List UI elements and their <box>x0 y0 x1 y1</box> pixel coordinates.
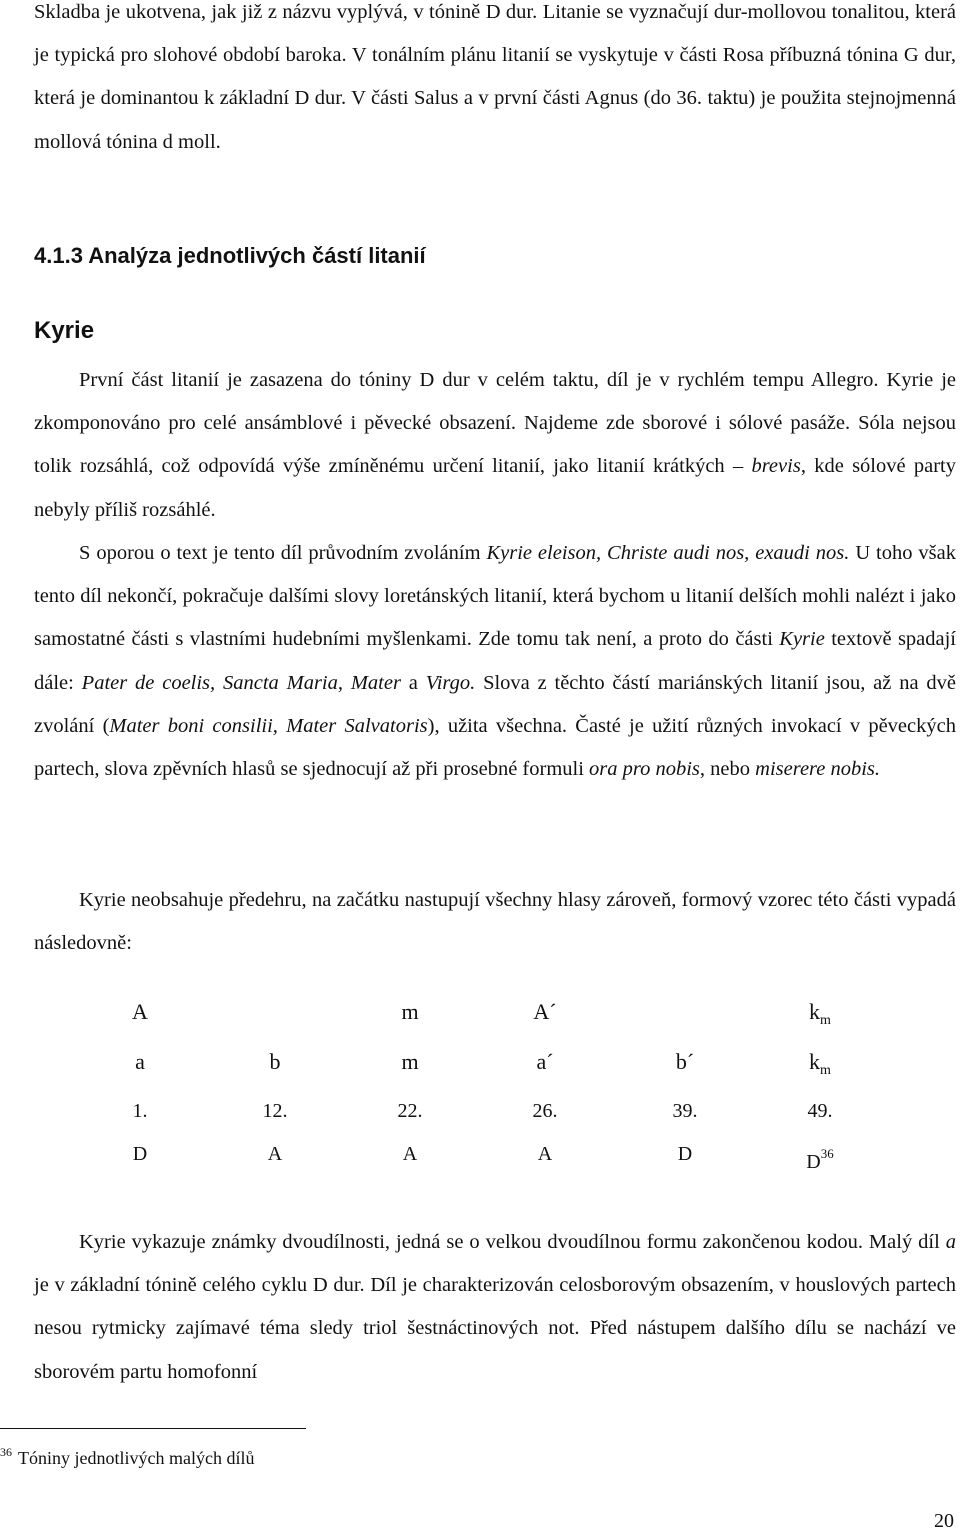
quote-kyrie-eleison: Kyrie eleison, Christe audi nos, exaudi nos. <box>486 542 850 564</box>
quote-pater-de-coelis: Pater de coelis, Sancta Maria, Mater <box>81 671 401 694</box>
form-cell-bar: 22. <box>397 1100 423 1122</box>
sub-m: m <box>820 1013 831 1028</box>
footnote <box>0 1440 254 1470</box>
form-cell-bar: 26. <box>532 1100 558 1122</box>
form-cell-km <box>780 998 860 1035</box>
form-cell-key: D <box>677 1143 693 1165</box>
quote-mater-boni: Mater boni consilii, Mater Salvatoris <box>109 714 428 737</box>
text-span: D <box>806 1151 821 1173</box>
footnote-ref[interactable]: 36 <box>820 1146 834 1161</box>
paragraph-form-intro-text: Kyrie neobsahuje předehru, na začátku nastupují všechny hlasy zároveň, formový vzorec této části vypadá následovně: <box>34 889 956 955</box>
section-heading: 4.1.3 Analýza jednotlivých částí litanií <box>34 243 426 268</box>
form-cell-bar: 39. <box>672 1100 698 1122</box>
form-cell-bar: 49. <box>807 1100 833 1122</box>
sub-m: m <box>820 1063 831 1078</box>
form-cell-bar: 1. <box>132 1100 148 1122</box>
form-cell-key: D <box>132 1143 148 1165</box>
form-cell: a <box>135 1049 145 1074</box>
text-span: textově spadají dále: <box>34 628 957 694</box>
term-brevis: brevis <box>751 455 801 478</box>
paragraph-form-intro <box>34 879 956 965</box>
form-cell: m <box>401 999 419 1024</box>
form-cell-bar: 12. <box>262 1100 288 1122</box>
form-cell: m <box>401 1049 419 1074</box>
form-cell: a´ <box>536 1049 554 1074</box>
paragraph-kyrie-intro-end: , kde sólové party nebyly příliš rozsáhlé. <box>34 455 956 521</box>
text-span: a <box>400 671 426 694</box>
footnote-text: Tóniny jednotlivých malých dílů <box>18 1448 255 1468</box>
term-kyrie: Kyrie <box>779 628 825 651</box>
form-cell: A <box>132 999 148 1024</box>
form-cell: b´ <box>675 1049 695 1074</box>
form-cell: b <box>269 1049 281 1074</box>
text-span: je v základní tónině celého cyklu D dur. Díl je charakterizován celosborovým obsazením, v houslových partech nesou rytmicky zajímavé téma sledy triol šestnáctinových not. Před nástupem dalšího dílu se nachází ve sborovém partu homofonní <box>34 1274 956 1383</box>
paragraph-kyrie-analysis <box>34 1221 956 1394</box>
text-span: , nebo <box>699 758 756 781</box>
form-cell-km <box>780 1048 860 1085</box>
form-cell-key: A <box>402 1143 418 1165</box>
text-span: U toho však tento díl nekončí, pokračuje dalšími slovy loretánských litanií, která bychom u litanií delších mohli nalézt i jako samostatné části s vlastními hudebními myšlenkami. Zde tomu tak není, a proto do části <box>34 542 956 651</box>
form-cell-key-footnote <box>780 1140 860 1176</box>
paragraph-tonality <box>34 0 956 164</box>
text-span: Slova z těchto částí mariánských litanií jsou, až na dvě zvolání ( <box>34 671 956 737</box>
form-cell: A´ <box>533 999 557 1024</box>
quote-miserere-nobis: miserere nobis. <box>755 758 881 781</box>
paragraph-kyrie-intro <box>34 359 956 532</box>
paragraph-kyrie-intro-text: První část litanií je zasazena do tóniny D dur v celém taktu, díl je v rychlém tempu Allegro. Kyrie je zkomponováno pro celé ansámblové i pěvecké obsazení. Najdeme zde sborové i sólové pasáže. Sóla nejsou tolik rozsáhlá, což odpovídá výše zmíněnému určení litanií, jako litanií krátkých – <box>34 369 956 478</box>
quote-ora-pro-nobis: ora pro nobis <box>589 758 700 781</box>
form-cell-key: A <box>537 1143 553 1165</box>
footnote-number: 36 <box>0 1445 12 1459</box>
term-a: a <box>945 1231 956 1253</box>
page-number: 20 <box>934 1510 954 1532</box>
text-span: S oporou o text je tento díl průvodním zvoláním <box>79 542 487 564</box>
text-span: ), užita všechna. Časté je užití různých invokací v pěveckých partech, slova zpěvních hlasů se sjednocují až při prosebné formuli <box>34 714 956 781</box>
quote-virgo: Virgo. <box>425 671 476 694</box>
text-span: k <box>809 1049 821 1074</box>
subsection-heading-kyrie: Kyrie <box>34 317 95 344</box>
paragraph-kyrie-text <box>34 532 956 791</box>
text-span: k <box>809 999 821 1024</box>
text-span: Kyrie vykazuje známky dvoudílnosti, jedná se o velkou dvoudílnou formu zakončenou kodou. Malý díl <box>79 1231 946 1253</box>
paragraph-tonality-text: Skladba je ukotvena, jak již z názvu vyplývá, v tónině D dur. Litanie se vyznačují dur-mollovou tonalitou, která je typická pro slohové období baroka. V tonálním plánu litanií se vyskytuje v části Rosa příbuzná tónina G dur, která je dominantou k základní D dur. V části Salus a v první části Agnus (do 36. taktu) je použita stejnojmenná mollová tónina d moll. <box>34 1 956 153</box>
footnote-divider <box>0 1428 306 1429</box>
form-cell-key: A <box>267 1143 283 1165</box>
